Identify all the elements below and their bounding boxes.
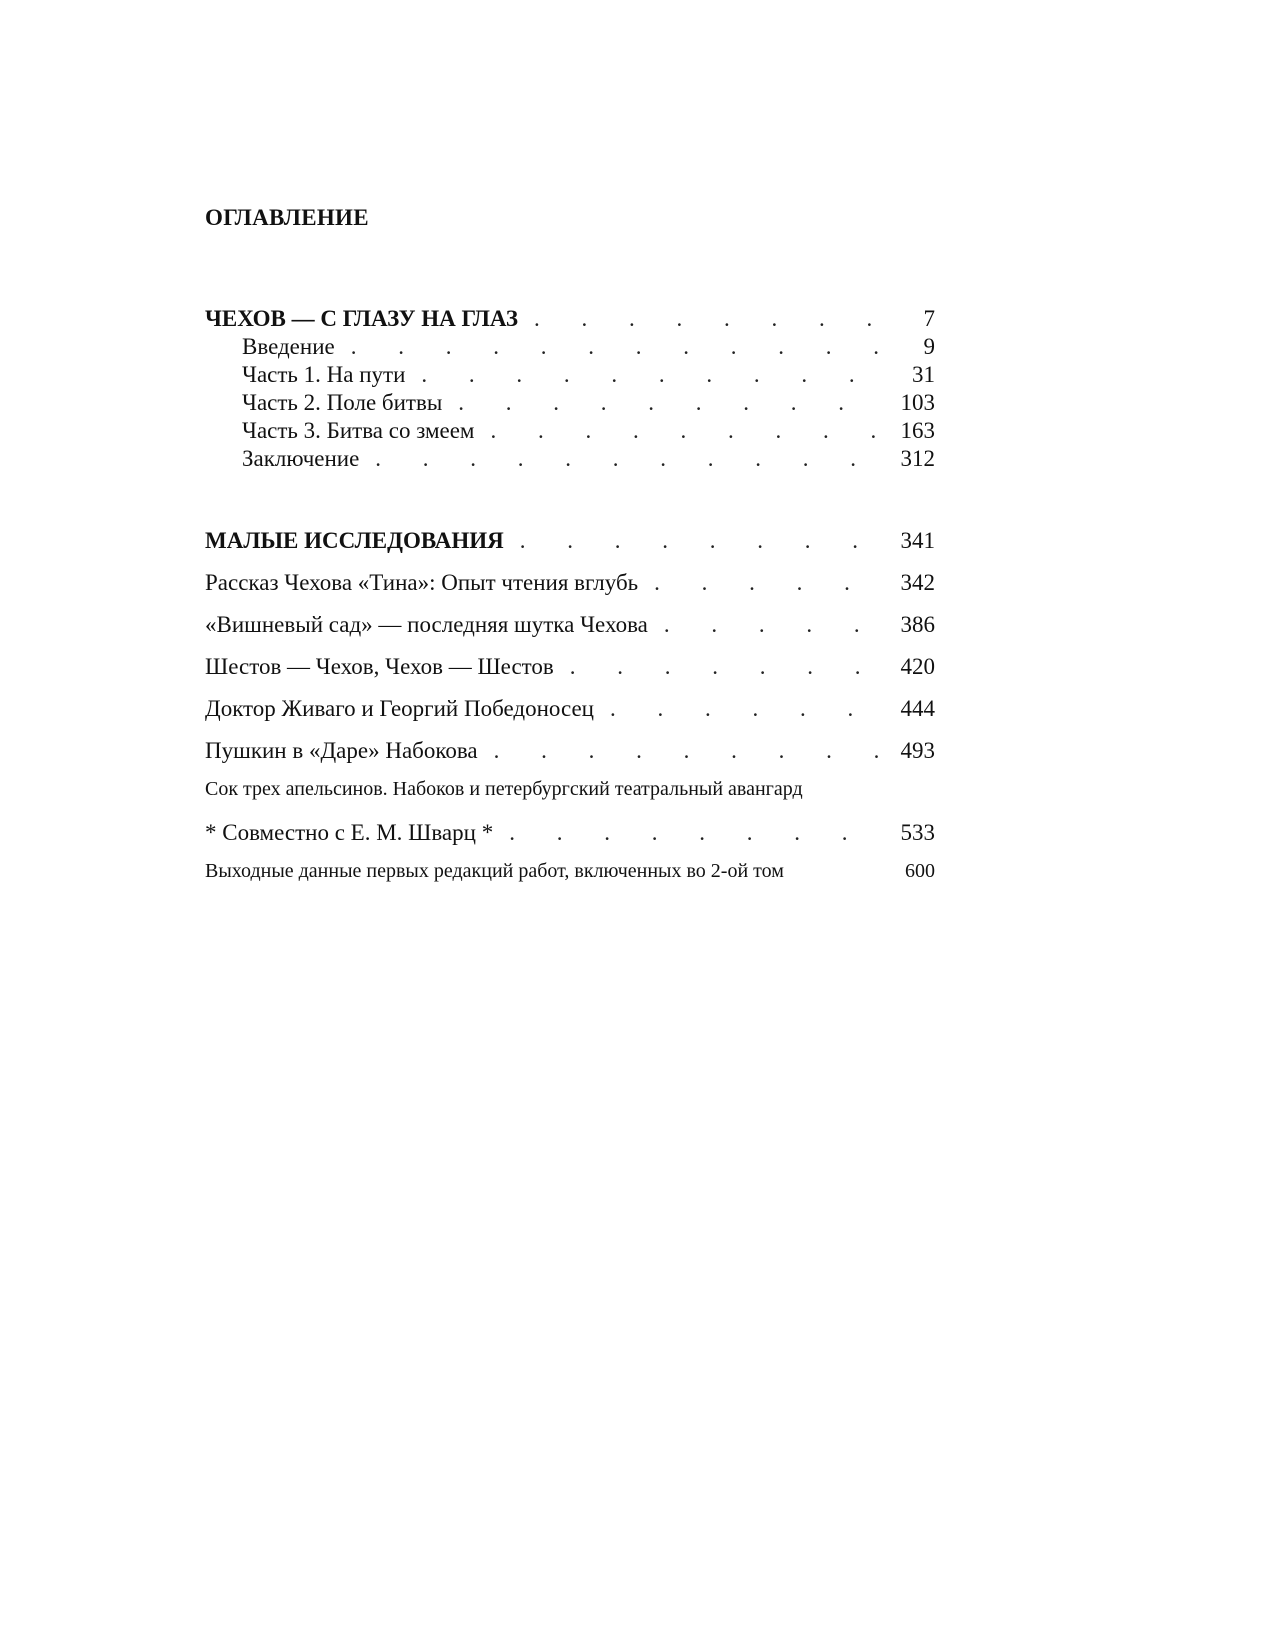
toc-entry-title-line1[interactable]: Сок трех апельсинов. Набоков и петербургский театральный авангард (205, 778, 803, 800)
toc-entry-page: 31 (912, 362, 935, 387)
toc-entry-title: Введение (242, 334, 335, 359)
toc-entry-page: 420 (900, 654, 935, 679)
dot-leader (594, 696, 883, 722)
toc-entry-title: ЧЕХОВ — С ГЛАЗУ НА ГЛАЗ (205, 306, 519, 331)
dot-leader (638, 570, 883, 596)
toc-entry-page: 600 (905, 860, 935, 882)
dot-leader (359, 446, 883, 472)
dot-leader (474, 418, 883, 444)
toc-entry-title: Рассказ Чехова «Тина»: Опыт чтения вглубь (205, 570, 639, 595)
toc-entry-page: 386 (900, 612, 935, 637)
toc-entry[interactable] (205, 612, 935, 642)
toc-subentry[interactable] (242, 446, 935, 476)
dot-leader (478, 738, 883, 764)
toc-entry-page: 9 (923, 334, 935, 359)
toc-entry-page: 493 (900, 738, 935, 763)
toc-entry-title: Доктор Живаго и Георгий Победоносец (205, 696, 594, 721)
toc-entry-page: 7 (923, 306, 935, 331)
page-title: ОГЛАВЛЕНИЕ (205, 205, 369, 230)
toc-entry-title: Выходные данные первых редакций работ, включенных во 2-ой том (205, 860, 784, 882)
toc-entry-imprint[interactable] (205, 860, 935, 890)
toc-entry-page: 312 (900, 446, 935, 471)
toc-entry[interactable] (205, 654, 935, 684)
toc-entry-page: 163 (900, 418, 935, 443)
toc-entry-title: Часть 1. На пути (242, 362, 406, 387)
toc-entry[interactable] (205, 696, 935, 726)
dot-leader (504, 528, 883, 554)
dot-leader (554, 654, 883, 680)
toc-subentry[interactable] (242, 362, 935, 392)
toc-entry-title: «Вишневый сад» — последняя шутка Чехова (205, 612, 648, 637)
toc-entry-part2[interactable] (205, 528, 935, 558)
toc-entry-title: Часть 2. Поле битвы (242, 390, 443, 415)
toc-entry-title: Часть 3. Битва со змеем (242, 418, 475, 443)
dot-leader (335, 334, 883, 360)
dot-leader (648, 612, 883, 638)
dot-leader (518, 306, 883, 332)
dot-leader (493, 820, 883, 846)
toc-entry-title: МАЛЫЕ ИССЛЕДОВАНИЯ (205, 528, 504, 553)
toc-entry-page: 341 (900, 528, 935, 553)
dot-leader (442, 390, 883, 416)
toc-entry-title: Шестов — Чехов, Чехов — Шестов (205, 654, 554, 679)
toc-entry-title: Пушкин в «Даре» Набокова (205, 738, 478, 763)
toc-entry[interactable] (205, 738, 935, 768)
toc-entry-title: * Совместно с Е. М. Шварц * (205, 820, 494, 845)
toc-entry-part1[interactable] (205, 306, 935, 336)
dot-leader (405, 362, 883, 388)
toc-entry-page: 444 (900, 696, 935, 721)
toc-entry-page: 103 (900, 390, 935, 415)
toc-subentry[interactable] (242, 390, 935, 420)
toc-entry[interactable] (205, 820, 935, 850)
toc-subentry[interactable] (242, 334, 935, 364)
toc-subentry[interactable] (242, 418, 935, 448)
toc-entry-page: 342 (900, 570, 935, 595)
toc-entry-page: 533 (900, 820, 935, 845)
toc-entry-title: Заключение (242, 446, 360, 471)
toc-entry[interactable] (205, 570, 935, 600)
